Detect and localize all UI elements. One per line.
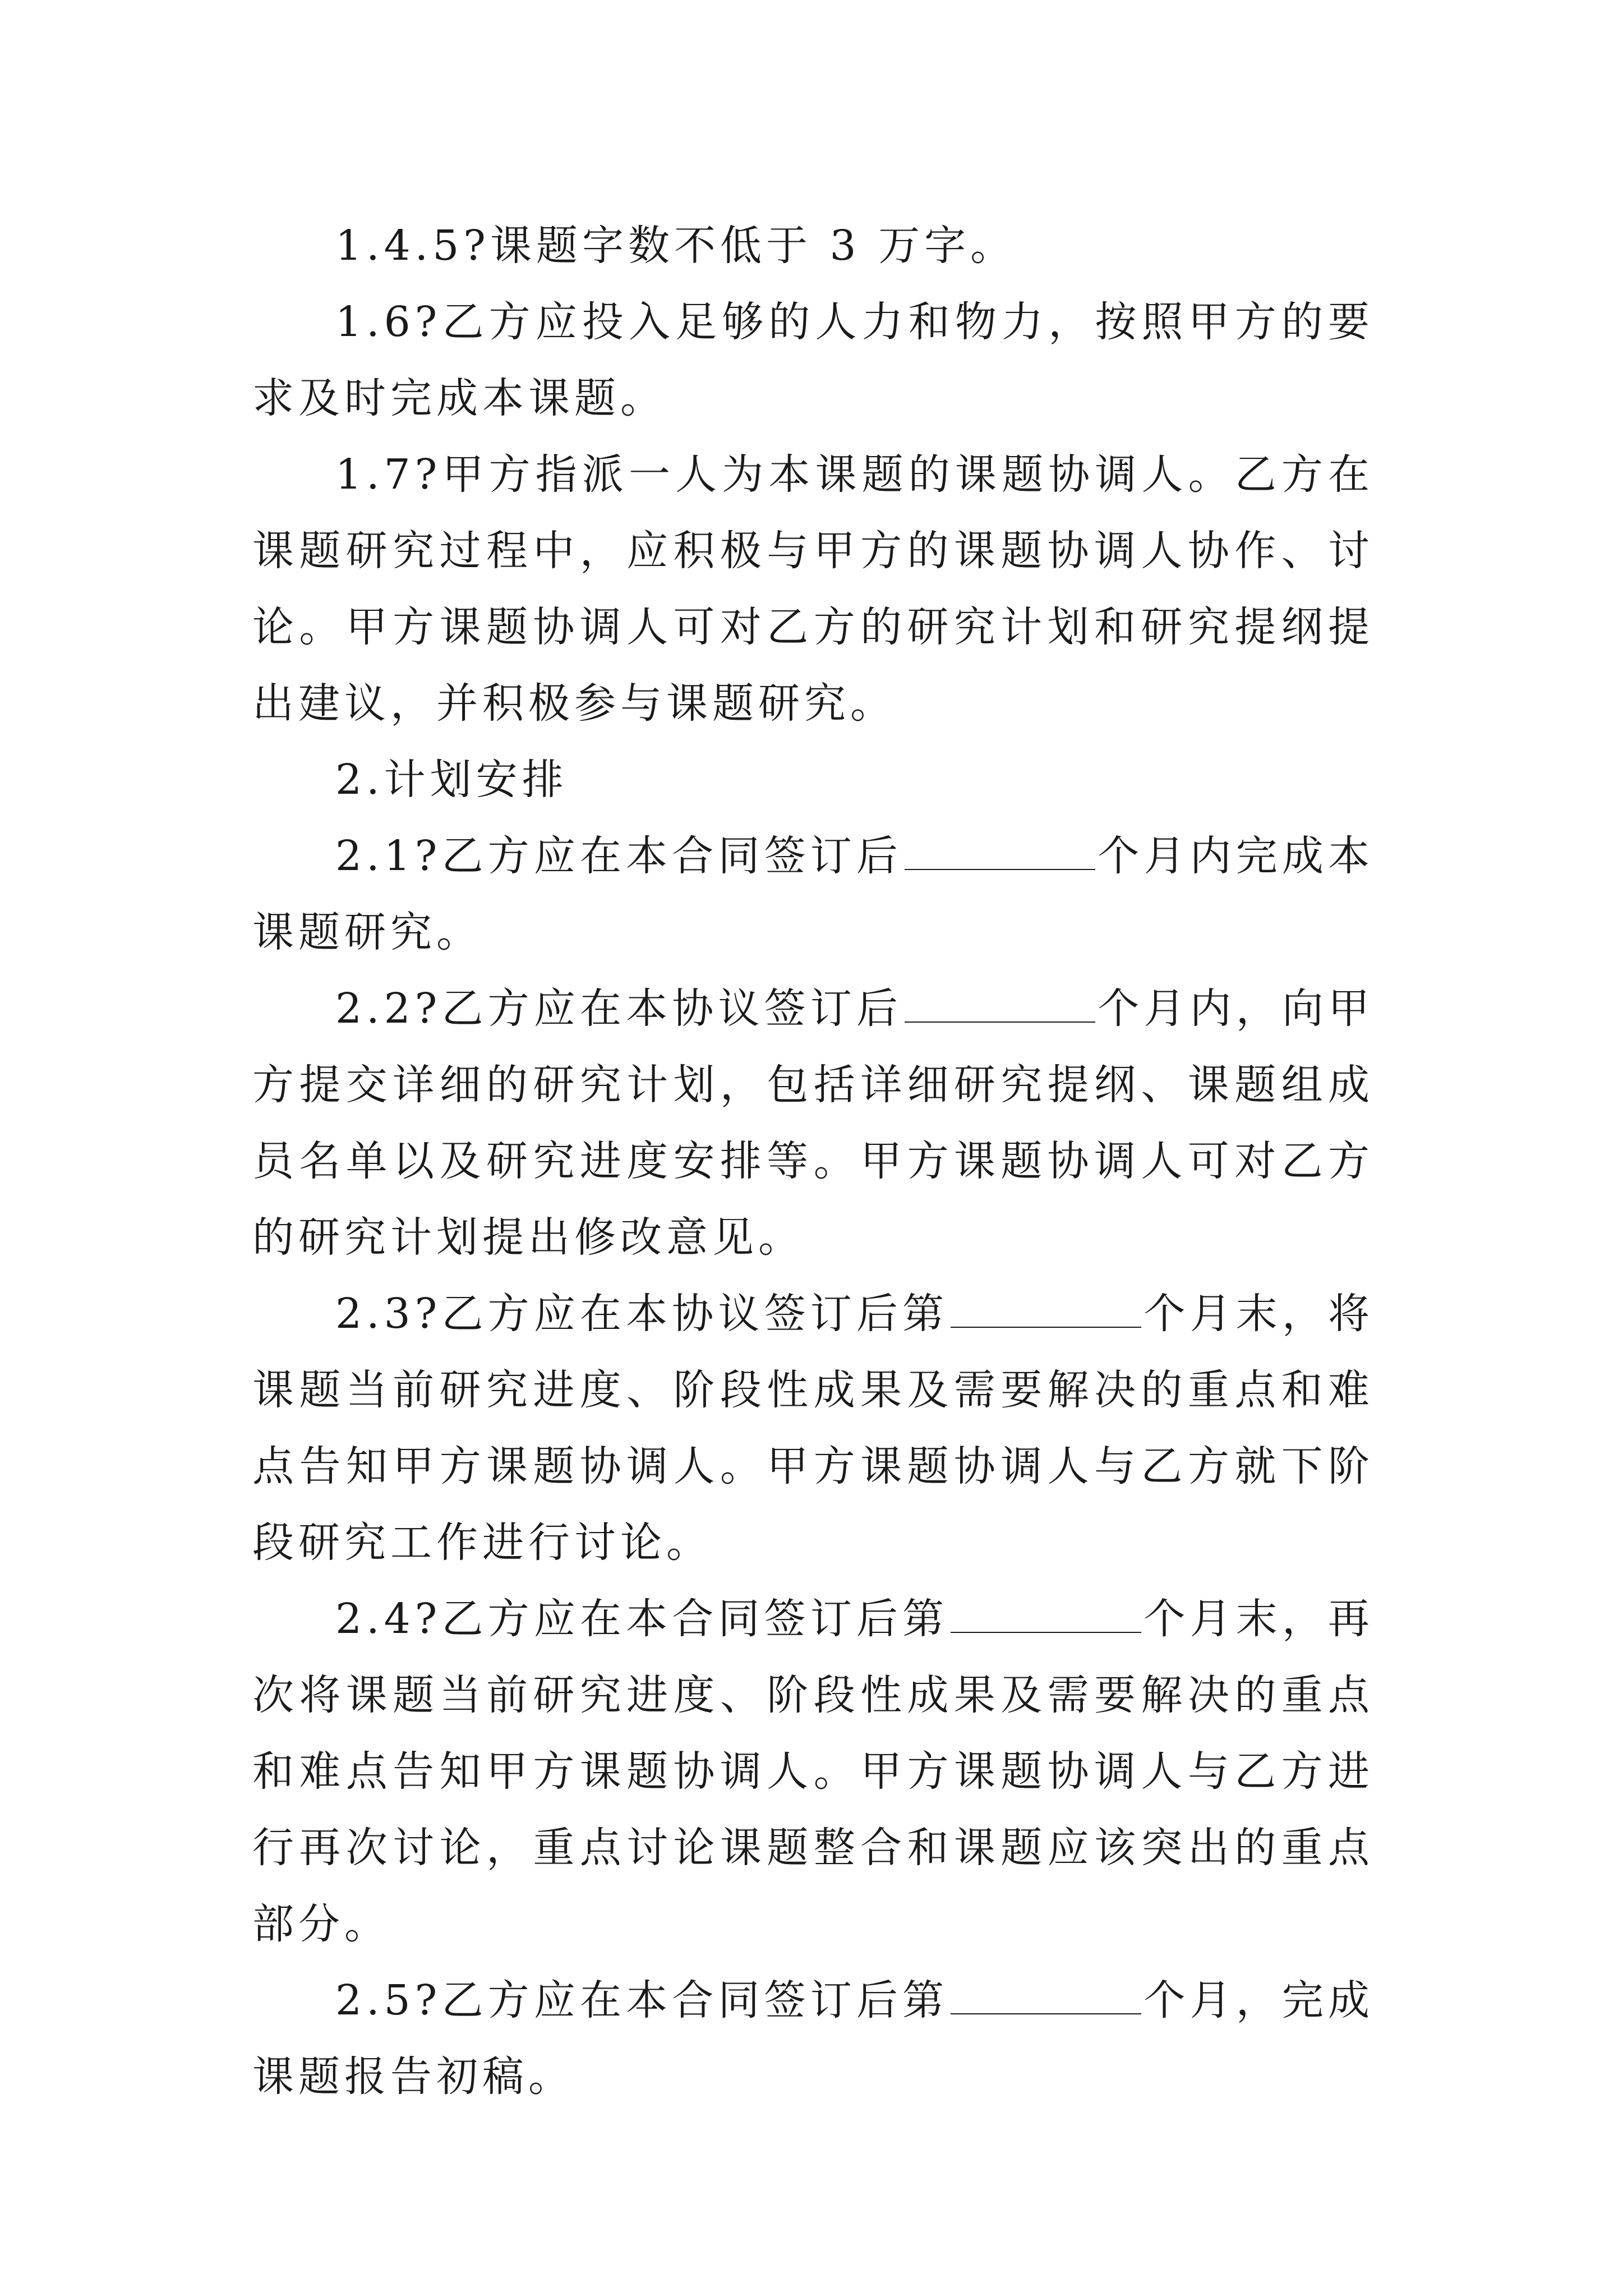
paragraph-text: 2.4?乙方应在本合同签订后第 [335, 1595, 949, 1643]
paragraph-2-1 [252, 818, 1374, 970]
paragraph-text: 2.3?乙方应在本协议签订后第 [335, 1290, 949, 1338]
section-heading-text: 2.计划安排 [335, 756, 568, 804]
paragraph-1-4-5 [252, 208, 1374, 284]
fill-in-blank [951, 1598, 1141, 1633]
paragraph-text: 个月末，将课题当前研究进度、阶段性成果及需要解决的重点和难点告知甲方课题协调人。甲方课题协调人与乙方就下阶段研究工作进行讨论。 [252, 1290, 1375, 1567]
paragraph-text: 2.2?乙方应在本协议签订后 [335, 984, 903, 1033]
fill-in-blank [951, 1293, 1141, 1328]
paragraph-text: 1.7?甲方指派一人为本课题的课题协调人。乙方在课题研究过程中，应积极与甲方的课题协调人协作、讨论。甲方课题协调人可对乙方的研究计划和研究提纲提出建议，并积极参与课题研究。 [252, 450, 1374, 728]
paragraph-text: 个月末，再次将课题当前研究进度、阶段性成果及需要解决的重点和难点告知甲方课题协调人。甲方课题协调人与乙方进行再次讨论，重点讨论课题整合和课题应该突出的重点部分。 [252, 1595, 1375, 1948]
paragraph-text: 个月内完成本课题研究。 [252, 832, 1375, 956]
paragraph-2-2 [252, 970, 1374, 1276]
fill-in-blank [951, 1980, 1141, 2014]
paragraph-2-3 [252, 1276, 1374, 1581]
fill-in-blank [905, 988, 1095, 1023]
paragraph-text: 1.6?乙方应投入足够的人力和物力，按照甲方的要求及时完成本课题。 [252, 298, 1374, 422]
paragraph-2-4 [252, 1581, 1374, 1962]
paragraph-text: 1.4.5?课题字数不低于 3 万字。 [335, 222, 1017, 270]
paragraph-1-7 [252, 436, 1374, 742]
section-heading-2 [252, 742, 1374, 818]
paragraph-text: 2.1?乙方应在本合同签订后 [335, 832, 903, 880]
paragraph-text: 2.5?乙方应在本合同签订后第 [335, 1976, 949, 2024]
paragraph-1-6 [252, 284, 1374, 436]
fill-in-blank [905, 835, 1095, 870]
paragraph-2-5 [252, 1962, 1374, 2115]
paragraph-text: 个月内，向甲方提交详细的研究计划，包括详细研究提纲、课题组成员名单以及研究进度安排等。甲方课题协调人可对乙方的研究计划提出修改意见。 [252, 984, 1375, 1262]
document-body [252, 208, 1374, 2115]
paragraph-text: 个月，完成课题报告初稿。 [252, 1976, 1375, 2101]
